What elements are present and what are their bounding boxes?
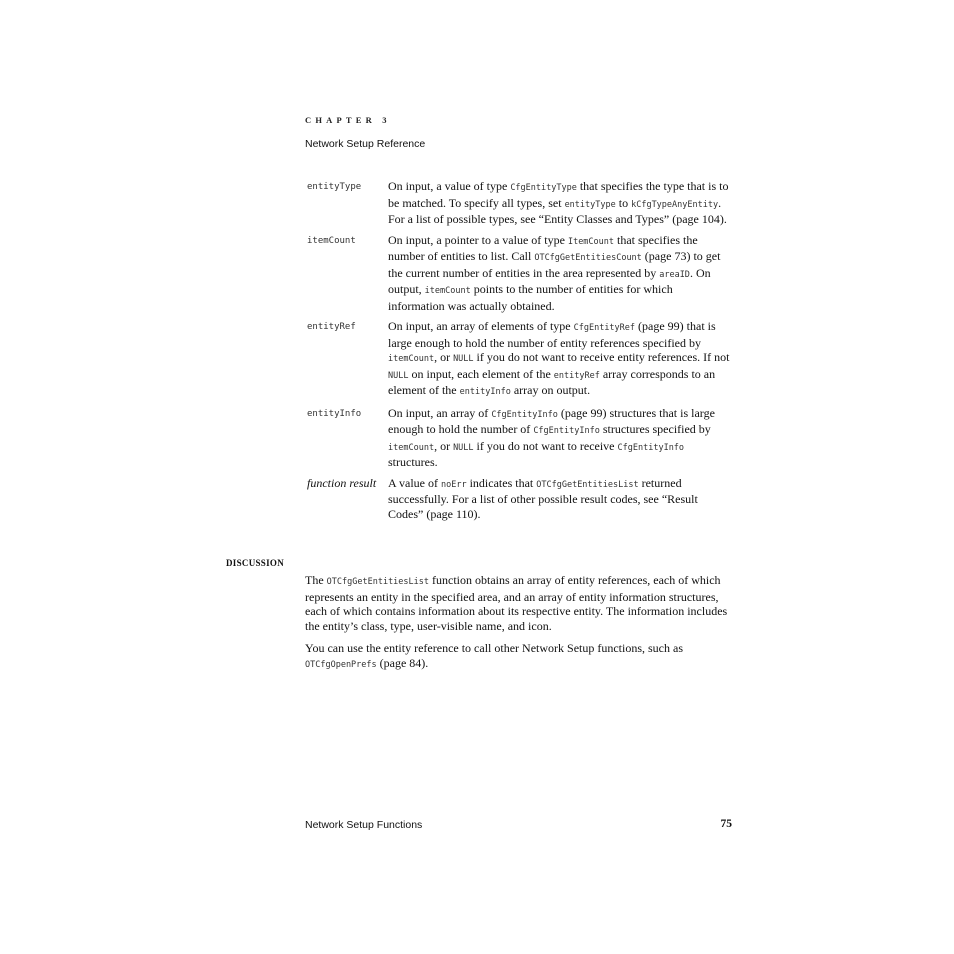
code-term: entityInfo — [459, 387, 511, 397]
text-run: On input, a pointer to a value of type — [388, 232, 568, 247]
text-run: that specifies the number of entities to list. Call — [388, 232, 698, 263]
code-term: itemCount — [388, 442, 435, 453]
text-run: On input, a value of type — [388, 179, 511, 193]
parameter-row — [307, 476, 732, 522]
text-run: . On output, — [388, 265, 711, 296]
code-term: NULL — [453, 442, 474, 453]
code-term: kCfgTypeAnyEntity — [631, 199, 719, 210]
text-run: (page 99) structures that is large enough to hold the number of — [388, 405, 715, 436]
code-term: OTCfgGetEntitiesCount — [534, 253, 642, 263]
text-run: points to the number of entities for which information was actually obtained. — [388, 282, 673, 313]
text-run: . For a list of possible types, see “Entity Classes and Types” (page 104). — [388, 195, 727, 226]
chapter-title: Network Setup Reference — [305, 138, 426, 150]
text-run: (page 73) to get the current number of entities in the area represented by — [388, 249, 721, 280]
parameter-row — [307, 233, 732, 314]
text-run: (page 99) that is large enough to hold the number of entity references specified by — [388, 319, 716, 350]
text-run: The — [305, 573, 327, 587]
parameter-row — [307, 319, 732, 400]
parameter-list — [307, 179, 732, 527]
code-term: NULL — [388, 370, 409, 381]
text-run: to — [615, 195, 632, 210]
code-term: OTCfgOpenPrefs — [305, 659, 377, 670]
parameter-description — [388, 406, 732, 470]
parameter-description — [388, 319, 732, 400]
text-run: array corresponds to an element of the — [388, 366, 716, 397]
code-term: CfgEntityInfo — [617, 442, 685, 453]
text-run: , or — [434, 350, 454, 364]
parameter-name: function result — [307, 475, 377, 490]
code-term: itemCount — [424, 286, 471, 296]
code-term: CfgEntityRef — [573, 323, 636, 333]
discussion-body — [305, 573, 731, 680]
parameter-description — [388, 179, 732, 227]
text-run: structures. — [388, 455, 438, 469]
code-term: OTCfgGetEntitiesList — [326, 577, 430, 587]
parameter-row — [307, 179, 732, 227]
page-number: 75 — [720, 818, 732, 830]
code-term: CfgEntityInfo — [533, 426, 600, 436]
text-run: on input, each element of the — [408, 366, 554, 381]
discussion-paragraph — [305, 641, 731, 672]
code-term: itemCount — [388, 354, 435, 364]
text-run: (page 84). — [376, 655, 429, 670]
text-run: structures specified by — [599, 422, 711, 436]
text-run: A value of — [388, 475, 441, 490]
text-run: that specifies the type that is to be matched. To specify all types, set — [388, 179, 729, 210]
text-run: array on output. — [510, 383, 591, 397]
parameter-name: itemCount — [307, 235, 356, 246]
parameter-name: entityInfo — [307, 408, 362, 419]
code-term: OTCfgGetEntitiesList — [536, 479, 639, 490]
code-term: areaID — [659, 269, 690, 280]
code-term: NULL — [453, 354, 474, 364]
code-term: entityType — [564, 199, 616, 210]
chapter-label: CHAPTER 3 — [305, 115, 391, 125]
footer-section-title: Network Setup Functions — [305, 819, 423, 831]
code-term: CfgEntityInfo — [491, 409, 558, 420]
code-term: entityRef — [553, 370, 600, 381]
code-term: ItemCount — [567, 236, 615, 247]
discussion-heading: DISCUSSION — [226, 558, 285, 568]
code-term: noErr — [441, 479, 467, 490]
discussion-paragraph — [305, 573, 731, 633]
parameter-description — [388, 476, 732, 522]
text-run: On input, an array of elements of type — [388, 319, 574, 333]
parameter-name: entityRef — [307, 322, 356, 332]
code-term: CfgEntityType — [510, 183, 577, 193]
text-run: indicates that — [466, 475, 537, 490]
text-run: returned successfully. For a list of other possible result codes, see “Result Codes” (page 110). — [388, 475, 698, 521]
text-run: function obtains an array of entity references, each of which represents an entity in the specified area, and an array of entity information structures, each of which contains information about its respective entity. The information includes the entity’s class, type, user-visible name, and icon. — [305, 573, 728, 633]
parameter-row — [307, 406, 732, 470]
parameter-name: entityType — [307, 182, 362, 192]
text-run: You can use the entity reference to call other Network Setup functions, such as — [305, 641, 684, 655]
text-run: if you do not want to receive — [473, 438, 618, 453]
text-run: On input, an array of — [388, 405, 492, 420]
text-run: , or — [434, 438, 454, 453]
text-run: if you do not want to receive entity references. If not — [473, 350, 730, 364]
parameter-description — [388, 233, 732, 314]
